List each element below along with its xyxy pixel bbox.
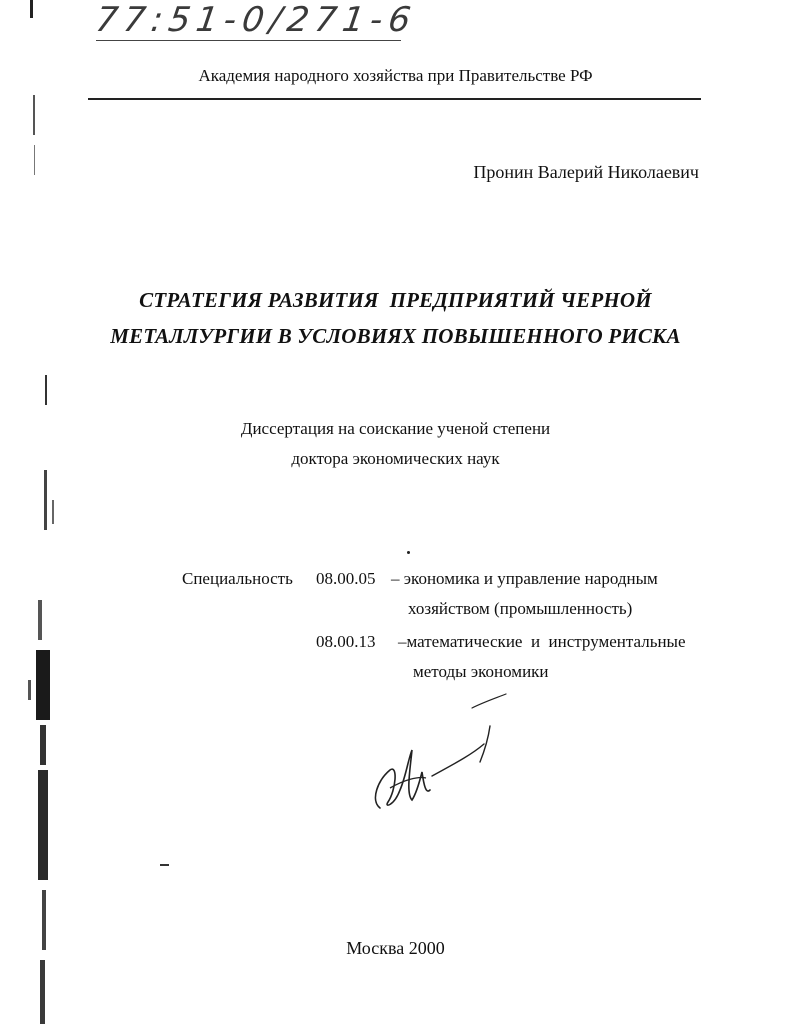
handwritten-signature [360, 690, 540, 820]
title-line-2: МЕТАЛЛУРГИИ В УСЛОВИЯХ ПОВЫШЕННОГО РИСКА [110, 324, 681, 348]
author-name: Пронин Валерий Николаевич [473, 162, 699, 182]
city-and-year: Москва 2000 [346, 938, 445, 958]
degree-line-2: доктора экономических наук [291, 449, 500, 468]
scan-speck [407, 551, 410, 554]
specialty-code-2: 08.00.13 [316, 632, 376, 651]
specialty-desc-1-line-1: – экономика и управление народным [391, 569, 658, 588]
handwritten-catalog-number: 77:51-0/271-6 [93, 0, 419, 40]
specialty-label: Специальность [182, 569, 293, 588]
scan-edge-artifact [0, 0, 60, 1024]
title-line-1: СТРАТЕГИЯ РАЗВИТИЯ ПРЕДПРИЯТИЙ ЧЕРНОЙ [139, 288, 652, 312]
header-divider [88, 98, 701, 100]
specialty-desc-2-line-1: –математические и инструментальные [398, 632, 686, 651]
degree-statement [0, 414, 791, 474]
specialty-code-1: 08.00.05 [316, 569, 376, 588]
specialty-desc-2-line-2: методы экономики [413, 662, 549, 681]
handwritten-underline [96, 40, 401, 41]
institution-name: Академия народного хозяйства при Правительстве РФ [198, 66, 593, 85]
specialty-desc-1-line-2: хозяйством (промышленность) [408, 599, 633, 618]
dissertation-title [0, 282, 791, 354]
scan-mark [160, 864, 169, 866]
degree-line-1: Диссертация на соискание ученой степени [240, 419, 551, 438]
